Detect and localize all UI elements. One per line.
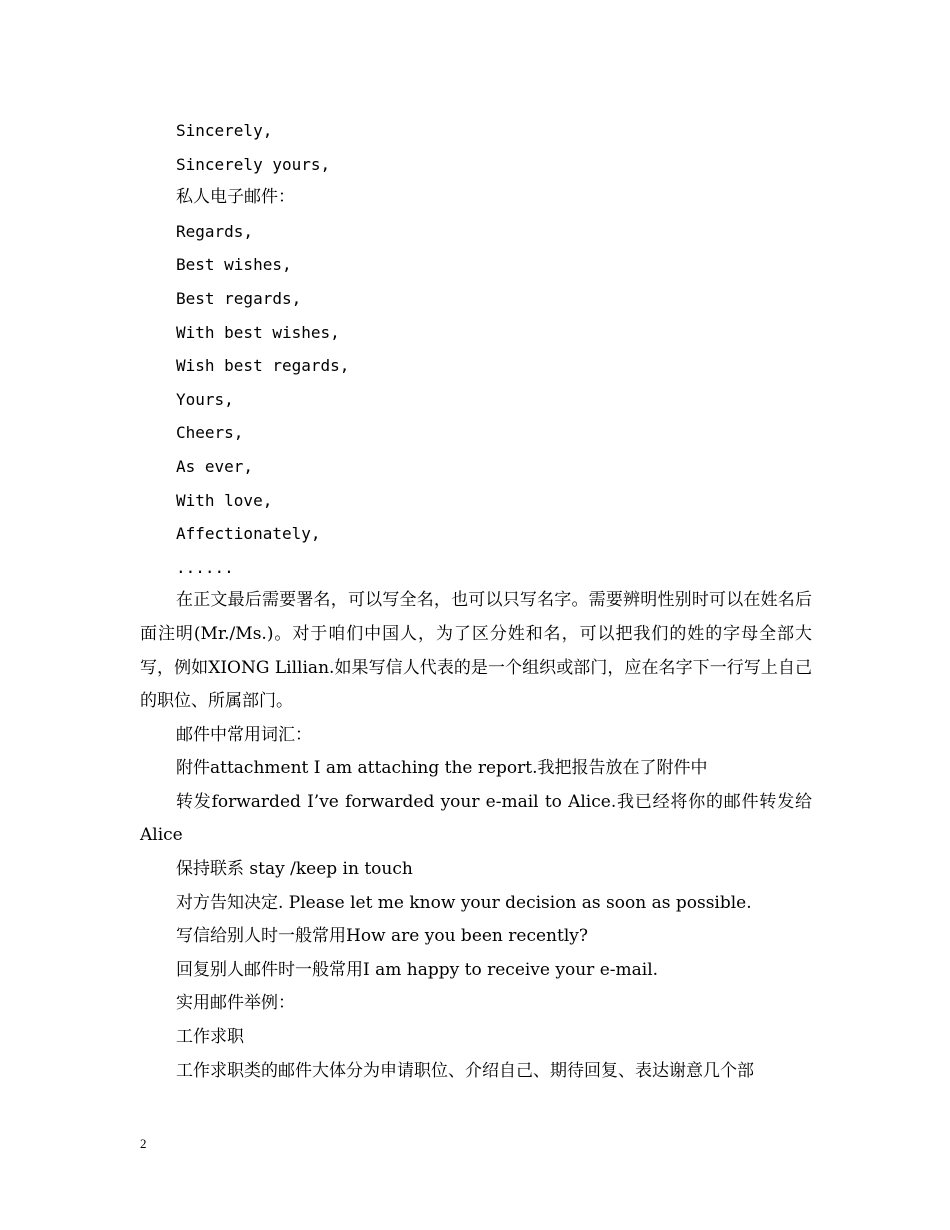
- ellipsis-line: ......: [176, 557, 234, 577]
- vocab-line: 对方告知决定. Please let me know your decision as soon as possible.: [176, 892, 752, 913]
- page-number: 2: [140, 1136, 147, 1151]
- closing-line: Sincerely,: [176, 121, 273, 140]
- closing-line: Wish best regards,: [176, 356, 350, 376]
- closing-line: As ever,: [176, 456, 254, 476]
- closing-line: Best regards,: [176, 288, 302, 308]
- examples-heading: 实用邮件举例：: [176, 993, 295, 1014]
- vocab-line: 写信给别人时一般常用How are you been recently?: [176, 926, 588, 947]
- closing-line: Sincerely yours,: [176, 154, 331, 174]
- document-body: [140, 114, 812, 1088]
- signature-paragraph: 在正文最后需要署名，可以写全名，也可以只写名字。需要辨明性别时可以在姓名后面注明(Mr./Ms.)。对于咱们中国人，为了区分姓和名，可以把我们的姓的字母全部大写，例如XIONG Lillian.如果写信人代表的是一个组织或部门，应在名字下一行写上自己的职位、所属部门。: [140, 590, 812, 712]
- vocab-line: 保持联系 stay /keep in touch: [176, 859, 413, 880]
- closing-line: Regards,: [176, 221, 254, 241]
- closing-line: With love,: [176, 490, 273, 510]
- closing-line: Best wishes,: [176, 255, 292, 275]
- closing-line: Cheers,: [176, 423, 244, 443]
- closing-line: Yours,: [176, 389, 234, 409]
- vocab-line: 转发forwarded I’ve forwarded your e-mail to Alice.我已经将你的邮件转发给Alice: [140, 791, 812, 846]
- job-paragraph: 工作求职类的邮件大体分为申请职位、介绍自己、期待回复、表达谢意几个部: [176, 1060, 754, 1081]
- private-email-heading: 私人电子邮件：: [176, 187, 295, 208]
- vocab-line: 回复别人邮件时一般常用I am happy to receive your e-mail.: [176, 959, 659, 980]
- vocab-heading: 邮件中常用词汇：: [176, 724, 312, 745]
- job-heading: 工作求职: [176, 1027, 244, 1048]
- vocab-line: 附件attachment I am attaching the report.我把报告放在了附件中: [176, 758, 708, 779]
- closing-line: With best wishes,: [176, 322, 340, 342]
- closing-line: Affectionately,: [176, 524, 321, 544]
